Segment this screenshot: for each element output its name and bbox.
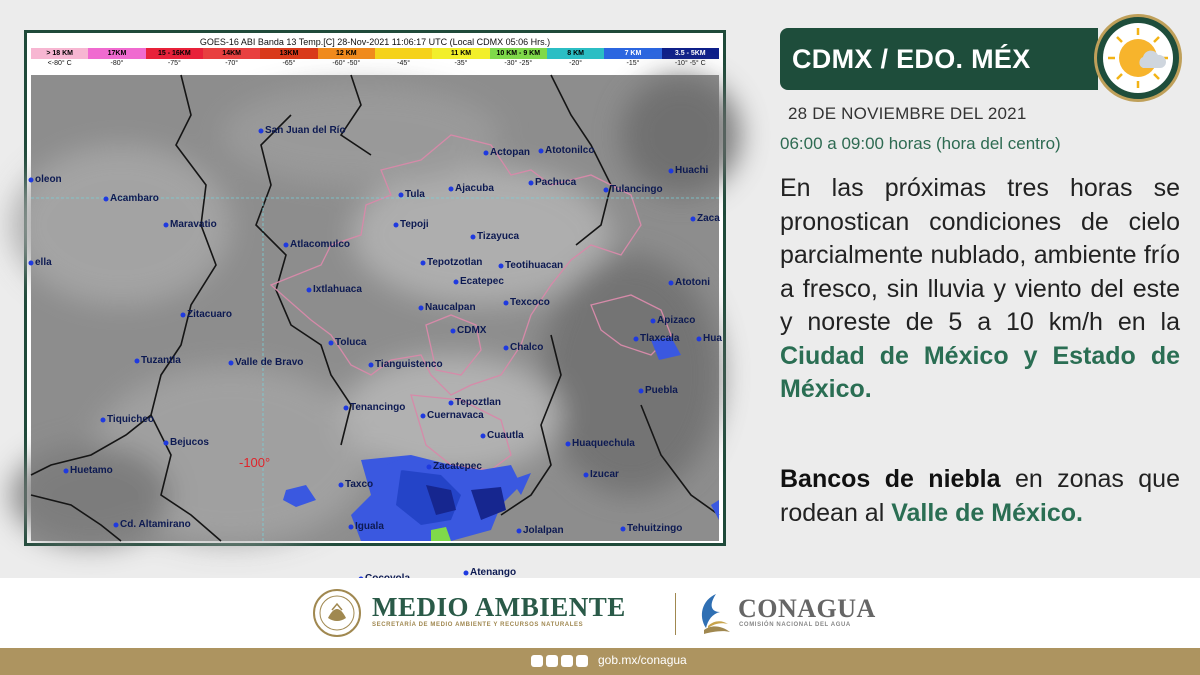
city-label: Ixtlahuaca	[313, 284, 362, 295]
city-marker	[471, 231, 520, 242]
city-dot	[604, 188, 609, 193]
city-dot	[427, 465, 432, 470]
city-label: Apizaco	[657, 315, 696, 326]
twitter-icon[interactable]	[546, 655, 558, 667]
legend-temp-label: <-80° C	[47, 60, 72, 67]
mexico-seal-icon	[310, 588, 364, 638]
city-label: Naucalpan	[425, 302, 476, 313]
city-label: Tepoji	[400, 219, 429, 230]
city-label: Maravatio	[170, 219, 217, 230]
legend-temp-label: -45°	[397, 60, 411, 67]
city-dot	[29, 261, 34, 266]
legend-segment: 7 KM	[604, 48, 661, 59]
city-marker	[229, 357, 304, 368]
city-dot	[504, 301, 509, 306]
city-dot	[504, 346, 509, 351]
legend-temp-label: -65°	[282, 60, 296, 67]
city-label: Tulancingo	[610, 184, 663, 195]
city-label: Toluca	[335, 337, 367, 348]
city-label: Tehuitzingo	[627, 523, 683, 534]
city-dot	[421, 414, 426, 419]
legend-temp-label: -20°	[569, 60, 583, 67]
city-label: Zaca	[697, 213, 720, 224]
city-dot	[419, 306, 424, 311]
city-dot	[29, 178, 34, 183]
city-label: Tianguistenco	[375, 359, 443, 370]
fog-middle: en zonas que rodean al	[780, 465, 1180, 527]
city-dot	[64, 469, 69, 474]
conagua-logo-icon	[694, 590, 734, 638]
legend-temp-label: -80°	[110, 60, 124, 67]
legend-temp-label: -60° -50°	[332, 60, 361, 67]
city-label: Huetamo	[70, 465, 113, 476]
city-marker	[621, 523, 683, 534]
forecast-date: 28 DE NOVIEMBRE DEL 2021	[788, 104, 1027, 123]
satellite-map-panel	[24, 30, 726, 578]
city-marker	[499, 260, 564, 271]
city-label: Valle de Bravo	[235, 357, 304, 368]
city-dot	[101, 418, 106, 423]
city-marker	[454, 276, 505, 287]
city-label: Atotoni	[675, 277, 710, 288]
facebook-icon[interactable]	[531, 655, 543, 667]
city-dot	[451, 329, 456, 334]
city-label: Acambaro	[110, 193, 159, 204]
city-marker	[539, 145, 595, 156]
city-dot	[307, 288, 312, 293]
forecast-body: En las próximas tres horas se pronostican condiciones de cielo parcialmente nublado, ambiente frío a fresco, sin lluvia y viento del este y noreste de 5 a 10 km/h en la	[780, 174, 1180, 336]
city-marker	[164, 219, 217, 230]
legend-segment: 15 - 16KM	[146, 48, 203, 59]
city-label: Tenancingo	[350, 402, 406, 413]
sun-cloud-icon	[1094, 14, 1182, 102]
city-dot	[471, 235, 476, 240]
city-dot	[164, 441, 169, 446]
city-dot	[584, 473, 589, 478]
city-marker	[135, 355, 182, 366]
city-dot	[566, 442, 571, 447]
city-dot	[669, 281, 674, 286]
city-label: Tepoztlan	[455, 397, 501, 408]
city-label: Huaquechula	[572, 438, 635, 449]
city-dot	[135, 359, 140, 364]
city-marker	[566, 438, 636, 449]
legend-segment: 8 KM	[547, 48, 604, 59]
city-label: Texcoco	[510, 297, 550, 308]
city-label: Hua	[703, 333, 722, 344]
city-dot	[349, 525, 354, 530]
city-marker	[464, 567, 517, 578]
city-dot	[284, 243, 289, 248]
legend-temperatures	[31, 59, 719, 69]
city-label: Tula	[405, 189, 425, 200]
city-dot	[639, 389, 644, 394]
city-dot	[114, 523, 119, 528]
city-label: Cuernavaca	[427, 410, 484, 421]
city-marker	[449, 183, 495, 194]
city-label: Iguala	[355, 521, 384, 532]
city-dot	[259, 129, 264, 134]
satellite-image	[31, 75, 722, 578]
city-marker	[449, 397, 501, 408]
legend-segment: 17KM	[88, 48, 145, 59]
forecast-region-highlight: Ciudad de México y Estado de México.	[780, 341, 1180, 403]
city-marker	[484, 147, 531, 158]
city-marker	[639, 385, 679, 396]
city-marker	[651, 315, 696, 326]
city-label: Ecatepec	[460, 276, 504, 287]
city-dot	[517, 529, 522, 534]
city-dot	[449, 401, 454, 406]
city-label: ella	[35, 257, 52, 268]
city-marker	[259, 125, 346, 136]
legend-segment: 13KM	[260, 48, 317, 59]
city-marker	[517, 525, 564, 536]
city-marker	[634, 333, 680, 344]
city-marker	[481, 430, 525, 441]
city-marker	[181, 309, 233, 320]
city-dot	[651, 319, 656, 324]
city-label: Tlaxcala	[640, 333, 680, 344]
city-label: Jolalpan	[523, 525, 564, 536]
conagua-subtitle: COMISIÓN NACIONAL DEL AGUA	[739, 622, 851, 628]
city-label: Puebla	[645, 385, 678, 396]
city-label: Ajacuba	[455, 183, 494, 194]
city-dot	[369, 363, 374, 368]
city-dot	[229, 361, 234, 366]
meridian-label: -100°	[239, 455, 271, 470]
city-dot	[669, 169, 674, 174]
city-marker	[164, 437, 210, 448]
fog-notice	[780, 463, 1180, 530]
legend-segment: > 18 KM	[31, 48, 88, 59]
footer-logos	[0, 578, 1200, 648]
city-dot	[399, 193, 404, 198]
city-dot	[691, 217, 696, 222]
region-title	[780, 28, 1098, 90]
city-label: Tepotzotlan	[427, 257, 483, 268]
city-marker	[504, 342, 544, 353]
forecast-hours: 06:00 a 09:00 horas (hora del centro)	[780, 134, 1061, 153]
city-marker	[427, 461, 483, 472]
footer-divider	[675, 593, 676, 635]
city-dot	[539, 149, 544, 154]
city-marker	[669, 277, 711, 288]
social-icons	[531, 655, 588, 667]
fog-lead: Bancos de niebla	[780, 465, 1001, 493]
forecast-text	[780, 172, 1180, 407]
city-label: Cuautla	[487, 430, 524, 441]
city-dot	[634, 337, 639, 342]
city-marker	[101, 414, 155, 425]
legend-segment: 10 KM - 9 KM	[490, 48, 547, 59]
youtube-icon[interactable]	[576, 655, 588, 667]
city-marker	[344, 402, 406, 413]
legend-temp-label: -15°	[626, 60, 640, 67]
legend-temp-label: -75°	[167, 60, 181, 67]
fog-region-highlight: Valle de México.	[891, 498, 1083, 527]
city-label: Izucar	[590, 469, 619, 480]
conagua-title: CONAGUA	[738, 594, 876, 623]
city-label: Atotonilco	[545, 145, 595, 156]
social-bar	[0, 648, 1200, 675]
city-marker	[504, 297, 550, 308]
city-label: Teotihuacan	[505, 260, 564, 271]
city-label: Chalco	[510, 342, 544, 353]
city-marker	[284, 239, 351, 250]
city-dot	[329, 341, 334, 346]
legend-temp-label: -35°	[454, 60, 468, 67]
city-label: Bejucos	[170, 437, 209, 448]
city-dot	[104, 197, 109, 202]
city-dot	[344, 406, 349, 411]
city-dot	[181, 313, 186, 318]
city-dot	[164, 223, 169, 228]
legend-segment: 12 KM	[318, 48, 375, 59]
city-label: Atenango	[470, 567, 517, 578]
legend-segment	[375, 48, 432, 59]
city-dot	[621, 527, 626, 532]
city-marker	[669, 165, 709, 176]
city-marker	[421, 257, 483, 268]
city-dot	[421, 261, 426, 266]
city-label: Pachuca	[535, 177, 577, 188]
city-marker	[64, 465, 113, 476]
city-label: Atlacomulco	[290, 239, 351, 250]
city-dot	[464, 571, 469, 576]
city-dot	[499, 264, 504, 269]
instagram-icon[interactable]	[561, 655, 573, 667]
legend-segment: 11 KM	[432, 48, 489, 59]
legend-color-bar	[31, 48, 719, 59]
region-title-text: CDMX / EDO. MÉX	[792, 44, 1031, 74]
website-link[interactable]: gob.mx/conagua	[598, 653, 687, 667]
legend-segment: 14KM	[203, 48, 260, 59]
city-dot	[529, 181, 534, 186]
city-label: Actopan	[490, 147, 530, 158]
city-dot	[481, 434, 486, 439]
city-label: Tiquicheo	[107, 414, 155, 425]
city-label: Zacatepec	[433, 461, 482, 472]
city-label: Cd. Altamirano	[120, 519, 191, 530]
city-label: CDMX	[457, 325, 487, 336]
city-marker	[604, 184, 663, 195]
legend-temp-label: -10° -5° C	[674, 60, 706, 67]
city-dot	[449, 187, 454, 192]
city-marker	[421, 410, 485, 421]
city-label: Zitacuaro	[187, 309, 233, 320]
city-label: Huachi	[675, 165, 709, 176]
legend-temp-label: -70°	[225, 60, 239, 67]
city-label: Taxco	[345, 479, 374, 490]
medio-ambiente-subtitle: SECRETARÍA DE MEDIO AMBIENTE Y RECURSOS NATURALES	[372, 622, 584, 628]
city-marker	[419, 302, 476, 313]
map-legend	[31, 37, 719, 73]
city-dot	[697, 337, 702, 342]
city-marker	[529, 177, 577, 188]
city-marker	[369, 359, 443, 370]
city-dot	[484, 151, 489, 156]
city-dot	[339, 483, 344, 488]
city-label: San Juan del Río	[265, 125, 346, 136]
city-dot	[394, 223, 399, 228]
city-marker	[104, 193, 159, 204]
legend-temp-label: -30° -25°	[504, 60, 533, 67]
legend-title: GOES-16 ABI Banda 13 Temp.[C] 28-Nov-2021 11:06:17 UTC (Local CDMX 05:06 Hrs.)	[199, 37, 551, 47]
city-label: Tuzantla	[141, 355, 181, 366]
city-label: oleon	[35, 174, 62, 185]
city-marker	[329, 337, 367, 348]
city-dot	[454, 280, 459, 285]
city-label: Tizayuca	[477, 231, 520, 242]
city-marker	[307, 284, 363, 295]
legend-segment: 3.5 - 5KM	[662, 48, 719, 59]
medio-ambiente-title: MEDIO AMBIENTE	[372, 592, 626, 622]
city-marker	[114, 519, 191, 530]
